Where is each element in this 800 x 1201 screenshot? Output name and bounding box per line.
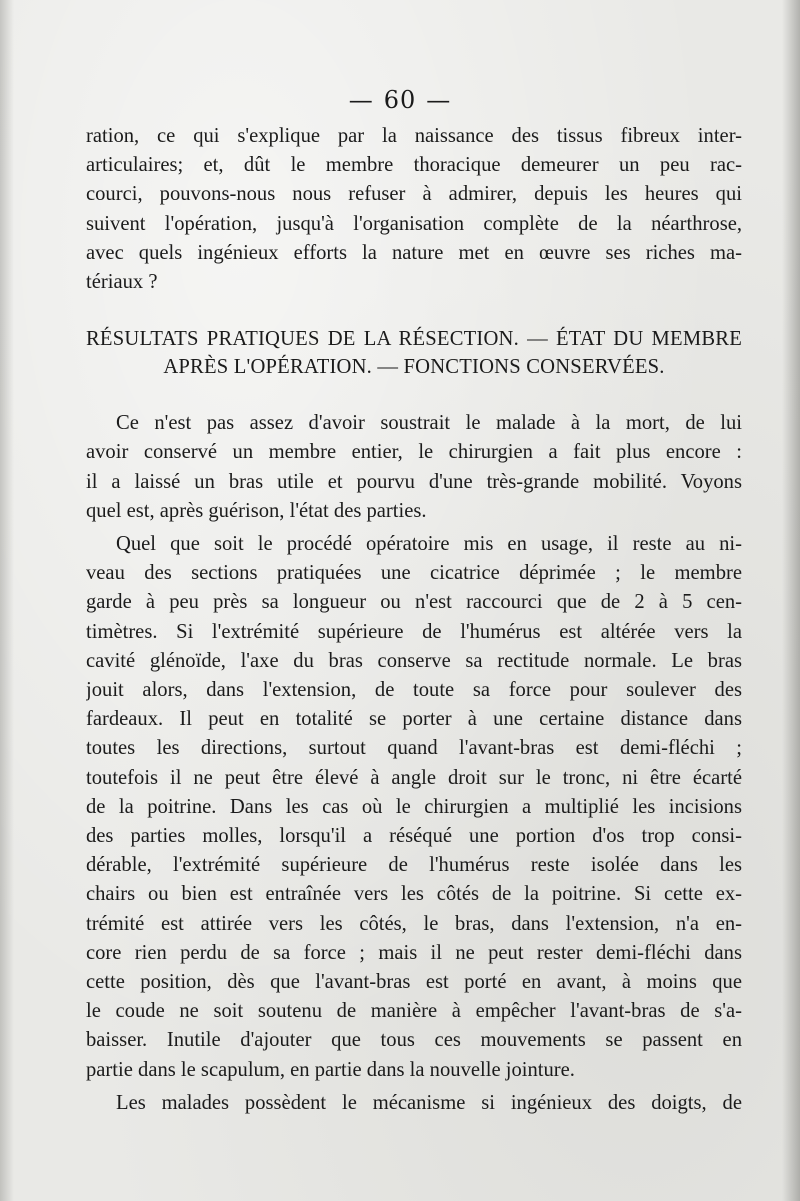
text-line: articulaires; et, dût le membre thoracique demeurer un peu rac- xyxy=(86,154,742,177)
text-line: timètres. Si l'extrémité supérieure de l'humérus est altérée vers la xyxy=(86,620,742,643)
text-line: baisser. Inutile d'ajouter que tous ces mouvements se passent en xyxy=(86,1029,742,1052)
text-line: suivent l'opération, jusqu'à l'organisation complète de la néarthrose, xyxy=(86,212,742,235)
section-heading-line-1: RÉSULTATS PRATIQUES DE LA RÉSECTION. — ÉTAT DU MEMBRE xyxy=(86,328,742,351)
paragraph-continuation xyxy=(86,122,742,297)
text-line: des parties molles, lorsqu'il a réséqué une portion d'os trop consi- xyxy=(86,825,742,848)
text-line: Les malades possèdent le mécanisme si ingénieux des doigts, de xyxy=(116,1091,742,1114)
text-line: Ce n'est pas assez d'avoir soustrait le malade à la mort, de lui xyxy=(116,412,742,435)
page-edge-shadow-left xyxy=(0,0,14,1201)
text-line: de la poitrine. Dans les cas où le chirurgien a multiplié les incisions xyxy=(86,795,742,818)
page-number-dash-right: — xyxy=(426,86,452,114)
text-line: toutefois il ne peut être élevé à angle droit sur le tronc, ni être écarté xyxy=(86,766,742,789)
spacer xyxy=(86,391,742,409)
paragraph xyxy=(86,1089,742,1118)
section-heading-line-2: APRÈS L'OPÉRATION. — FONCTIONS CONSERVÉES. xyxy=(163,356,665,379)
text-line: avec quels ingénieux efforts la nature met en œuvre ses riches ma- xyxy=(86,241,742,264)
text-line: tériaux ? xyxy=(86,271,158,294)
text-line: partie dans le scapulum, en partie dans la nouvelle jointure. xyxy=(86,1058,575,1081)
text-line: il a laissé un bras utile et pourvu d'une très-grande mobilité. Voyons xyxy=(86,470,742,493)
paragraph xyxy=(86,530,742,1085)
text-line: cette position, dès que l'avant-bras est porté en avant, à moins que xyxy=(86,971,742,994)
text-line: quel est, après guérison, l'état des parties. xyxy=(86,499,427,522)
text-line: toutes les directions, surtout quand l'avant-bras est demi-fléchi ; xyxy=(86,737,742,760)
page-edge-shadow-right xyxy=(782,0,800,1201)
text-line: avoir conservé un membre entier, le chirurgien a fait plus encore : xyxy=(86,441,742,464)
text-line: fardeaux. Il peut en totalité se porter à une certaine distance dans xyxy=(86,708,742,731)
text-line: courci, pouvons-nous nous refuser à admirer, depuis les heures qui xyxy=(86,183,742,206)
text-line: Quel que soit le procédé opératoire mis en usage, il reste au ni- xyxy=(116,533,742,556)
text-line: ration, ce qui s'explique par la naissance des tissus fibreux inter- xyxy=(86,125,742,147)
section-heading xyxy=(86,325,742,381)
text-line: cavité glénoïde, l'axe du bras conserve sa rectitude normale. Le bras xyxy=(86,649,742,672)
page-number-dash-left: — xyxy=(348,86,374,114)
text-line: chairs ou bien est entraînée vers les côtés de la poitrine. Si cette ex- xyxy=(86,883,742,906)
paragraph xyxy=(86,409,742,526)
text-line: garde à peu près sa longueur ou n'est raccourci que de 2 à 5 cen- xyxy=(86,591,742,614)
text-line: dérable, l'extrémité supérieure de l'humérus reste isolée dans les xyxy=(86,854,742,877)
page-number: 60 xyxy=(383,86,417,114)
page-body-text xyxy=(86,122,742,1118)
text-line: jouit alors, dans l'extension, de toute sa force pour soulever des xyxy=(86,679,742,702)
text-line: veau des sections pratiquées une cicatrice déprimée ; le membre xyxy=(86,562,742,585)
text-line: core rien perdu de sa force ; mais il ne peut rester demi-fléchi dans xyxy=(86,941,742,964)
text-line: le coude ne soit soutenu de manière à empêcher l'avant-bras de s'a- xyxy=(86,1000,742,1023)
page-number-header xyxy=(0,86,800,114)
text-line: trémité est attirée vers les côtés, le bras, dans l'extension, n'a en- xyxy=(86,912,742,935)
